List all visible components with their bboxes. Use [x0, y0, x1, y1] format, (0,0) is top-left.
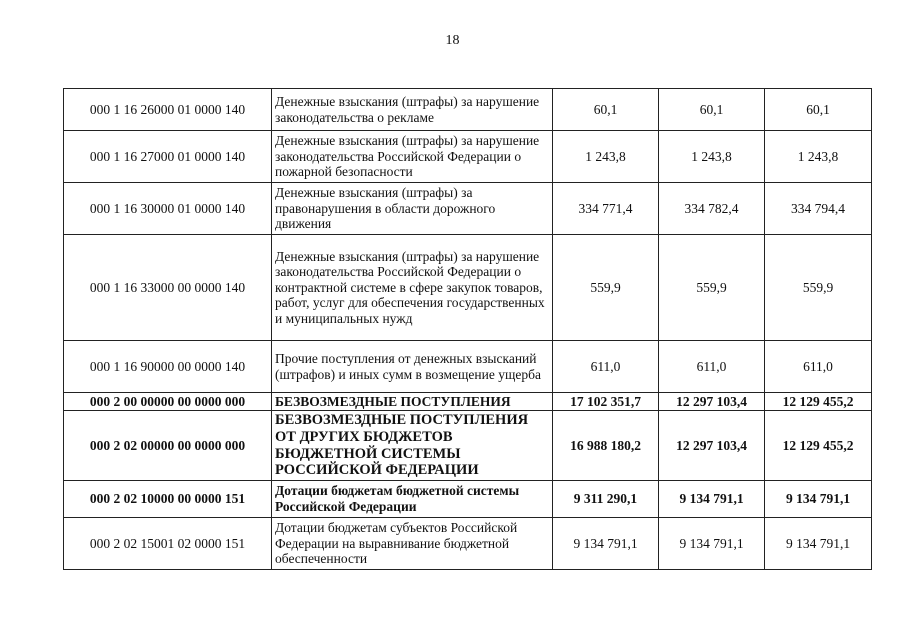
item-description: Денежные взыскания (штрафы) за нарушение законодательства Российской Федерации о контрактной системе в сфере закупок товаров, работ, услуг для обеспечения государственных и муниципальных нужд	[272, 235, 553, 341]
amount-year-1: 9 311 290,1	[553, 481, 659, 518]
item-description: БЕЗВОЗМЕЗДНЫЕ ПОСТУПЛЕНИЯ	[272, 393, 553, 411]
amount-year-1: 60,1	[553, 89, 659, 131]
item-description: БЕЗВОЗМЕЗДНЫЕ ПОСТУПЛЕНИЯ ОТ ДРУГИХ БЮДЖЕТОВ БЮДЖЕТНОЙ СИСТЕМЫ РОССИЙСКОЙ ФЕДЕРАЦИИ	[272, 411, 553, 481]
amount-year-1: 1 243,8	[553, 131, 659, 183]
table-row	[64, 235, 872, 341]
table-row	[64, 518, 872, 570]
table-row	[64, 131, 872, 183]
budget-code: 000 2 02 00000 00 0000 000	[64, 411, 272, 481]
table-row	[64, 393, 872, 411]
budget-code: 000 1 16 27000 01 0000 140	[64, 131, 272, 183]
budget-code: 000 1 16 33000 00 0000 140	[64, 235, 272, 341]
amount-year-2: 12 297 103,4	[659, 393, 765, 411]
amount-year-2: 611,0	[659, 341, 765, 393]
item-description: Денежные взыскания (штрафы) за нарушение законодательства Российской Федерации о пожарной безопасности	[272, 131, 553, 183]
revenue-table	[63, 88, 872, 570]
amount-year-3: 12 129 455,2	[765, 393, 872, 411]
budget-code: 000 1 16 26000 01 0000 140	[64, 89, 272, 131]
item-description: Денежные взыскания (штрафы) за правонарушения в области дорожного движения	[272, 183, 553, 235]
budget-code: 000 2 02 10000 00 0000 151	[64, 481, 272, 518]
table-row	[64, 411, 872, 481]
amount-year-3: 9 134 791,1	[765, 518, 872, 570]
amount-year-3: 611,0	[765, 341, 872, 393]
amount-year-2: 9 134 791,1	[659, 518, 765, 570]
amount-year-2: 12 297 103,4	[659, 411, 765, 481]
amount-year-3: 9 134 791,1	[765, 481, 872, 518]
amount-year-3: 12 129 455,2	[765, 411, 872, 481]
amount-year-3: 559,9	[765, 235, 872, 341]
item-description: Дотации бюджетам субъектов Российской Федерации на выравнивание бюджетной обеспеченности	[272, 518, 553, 570]
budget-code: 000 1 16 30000 01 0000 140	[64, 183, 272, 235]
amount-year-1: 16 988 180,2	[553, 411, 659, 481]
amount-year-1: 334 771,4	[553, 183, 659, 235]
table-row	[64, 481, 872, 518]
amount-year-3: 1 243,8	[765, 131, 872, 183]
amount-year-3: 60,1	[765, 89, 872, 131]
item-description: Дотации бюджетам бюджетной системы Российской Федерации	[272, 481, 553, 518]
amount-year-2: 9 134 791,1	[659, 481, 765, 518]
item-description: Прочие поступления от денежных взысканий (штрафов) и иных сумм в возмещение ущерба	[272, 341, 553, 393]
budget-code: 000 2 00 00000 00 0000 000	[64, 393, 272, 411]
page-number: 18	[445, 33, 460, 48]
amount-year-2: 1 243,8	[659, 131, 765, 183]
amount-year-3: 334 794,4	[765, 183, 872, 235]
item-description: Денежные взыскания (штрафы) за нарушение законодательства о рекламе	[272, 89, 553, 131]
budget-code: 000 2 02 15001 02 0000 151	[64, 518, 272, 570]
amount-year-1: 17 102 351,7	[553, 393, 659, 411]
table-row	[64, 89, 872, 131]
amount-year-2: 559,9	[659, 235, 765, 341]
table-row	[64, 341, 872, 393]
amount-year-1: 9 134 791,1	[553, 518, 659, 570]
amount-year-2: 60,1	[659, 89, 765, 131]
amount-year-1: 559,9	[553, 235, 659, 341]
amount-year-2: 334 782,4	[659, 183, 765, 235]
budget-code: 000 1 16 90000 00 0000 140	[64, 341, 272, 393]
table-row	[64, 183, 872, 235]
amount-year-1: 611,0	[553, 341, 659, 393]
